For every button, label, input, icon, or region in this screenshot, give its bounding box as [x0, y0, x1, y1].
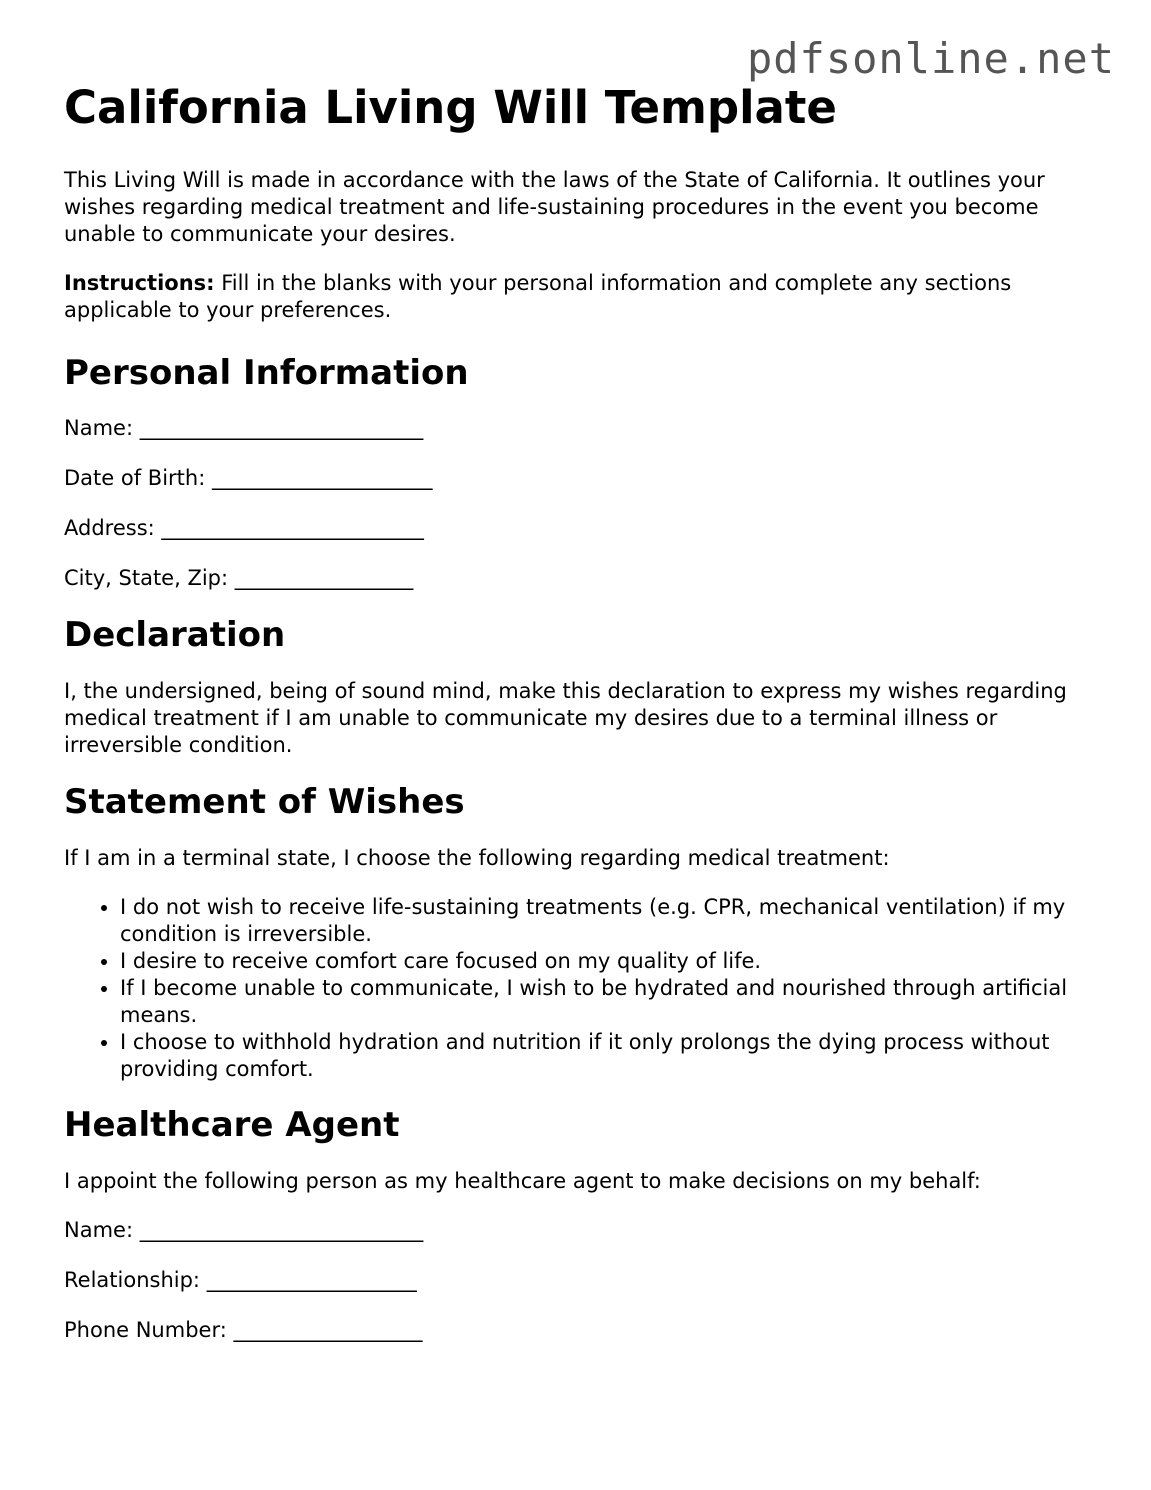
name-field[interactable] [64, 415, 1094, 442]
field-label: Relationship: [64, 1268, 200, 1292]
field-blank[interactable]: _________________ [234, 566, 414, 590]
list-item: • I do not wish to receive life-sustaining treatments (e.g. CPR, mechanical ventilation) if my condition is irreversible. [120, 894, 1094, 948]
intro-paragraph: This Living Will is made in accordance with the laws of the State of California. It outlines your wishes regarding medical treatment and life-sustaining procedures in the event you become unable to communicate your desires. [64, 168, 1045, 246]
phone-number-field[interactable] [64, 1317, 1094, 1344]
declaration-paragraph: I, the undersigned, being of sound mind, make this declaration to express my wishes regarding medical treatment if I am unable to communicate my desires due to a terminal illness or irreversible condition. [64, 679, 1067, 757]
field-label: Name: [64, 1218, 134, 1242]
healthcare-agent-heading: Healthcare Agent [64, 1105, 400, 1145]
date-of-birth-field[interactable] [64, 465, 1094, 492]
field-label: Date of Birth: [64, 466, 206, 490]
field-blank[interactable]: ____________________ [206, 1268, 417, 1292]
field-label: City, State, Zip: [64, 566, 229, 590]
instructions-paragraph [64, 270, 1094, 324]
wishes-intro-paragraph: If I am in a terminal state, I choose the following regarding medical treatment: [64, 846, 890, 870]
address-field[interactable] [64, 515, 1094, 542]
declaration-heading: Declaration [64, 615, 286, 655]
personal-information-heading: Personal Information [64, 353, 469, 393]
statement-of-wishes-heading: Statement of Wishes [64, 782, 465, 822]
relationship-field[interactable] [64, 1267, 1094, 1294]
agent-name-field[interactable] [64, 1217, 1094, 1244]
agent-intro-paragraph: I appoint the following person as my healthcare agent to make decisions on my behalf: [64, 1169, 981, 1193]
list-item: • I choose to withhold hydration and nutrition if it only prolongs the dying process without providing comfort. [120, 1029, 1094, 1083]
instructions-label: Instructions: [64, 271, 215, 295]
field-blank[interactable]: ___________________________ [139, 1218, 424, 1242]
healthcare-agent-fields [64, 1217, 1094, 1344]
list-item: • I desire to receive comfort care focused on my quality of life. [120, 948, 1094, 975]
document-page [64, 80, 1094, 1344]
watermark: pdfsonline.net [746, 34, 1115, 83]
instructions-text: Fill in the blanks with your personal information and complete any sections applicable to your preferences. [64, 271, 1012, 322]
field-label: Address: [64, 516, 155, 540]
field-label: Phone Number: [64, 1318, 227, 1342]
wishes-list [64, 894, 1094, 1083]
field-blank[interactable]: _____________________ [211, 466, 433, 490]
page-title: California Living Will Template [64, 81, 837, 134]
field-label: Name: [64, 416, 134, 440]
field-blank[interactable]: ___________________________ [139, 416, 424, 440]
field-blank[interactable]: __________________ [233, 1318, 423, 1342]
list-item: • If I become unable to communicate, I wish to be hydrated and nourished through artificial means. [120, 975, 1094, 1029]
city-state-zip-field[interactable] [64, 565, 1094, 592]
field-blank[interactable]: _________________________ [161, 516, 424, 540]
personal-information-fields [64, 415, 1094, 592]
